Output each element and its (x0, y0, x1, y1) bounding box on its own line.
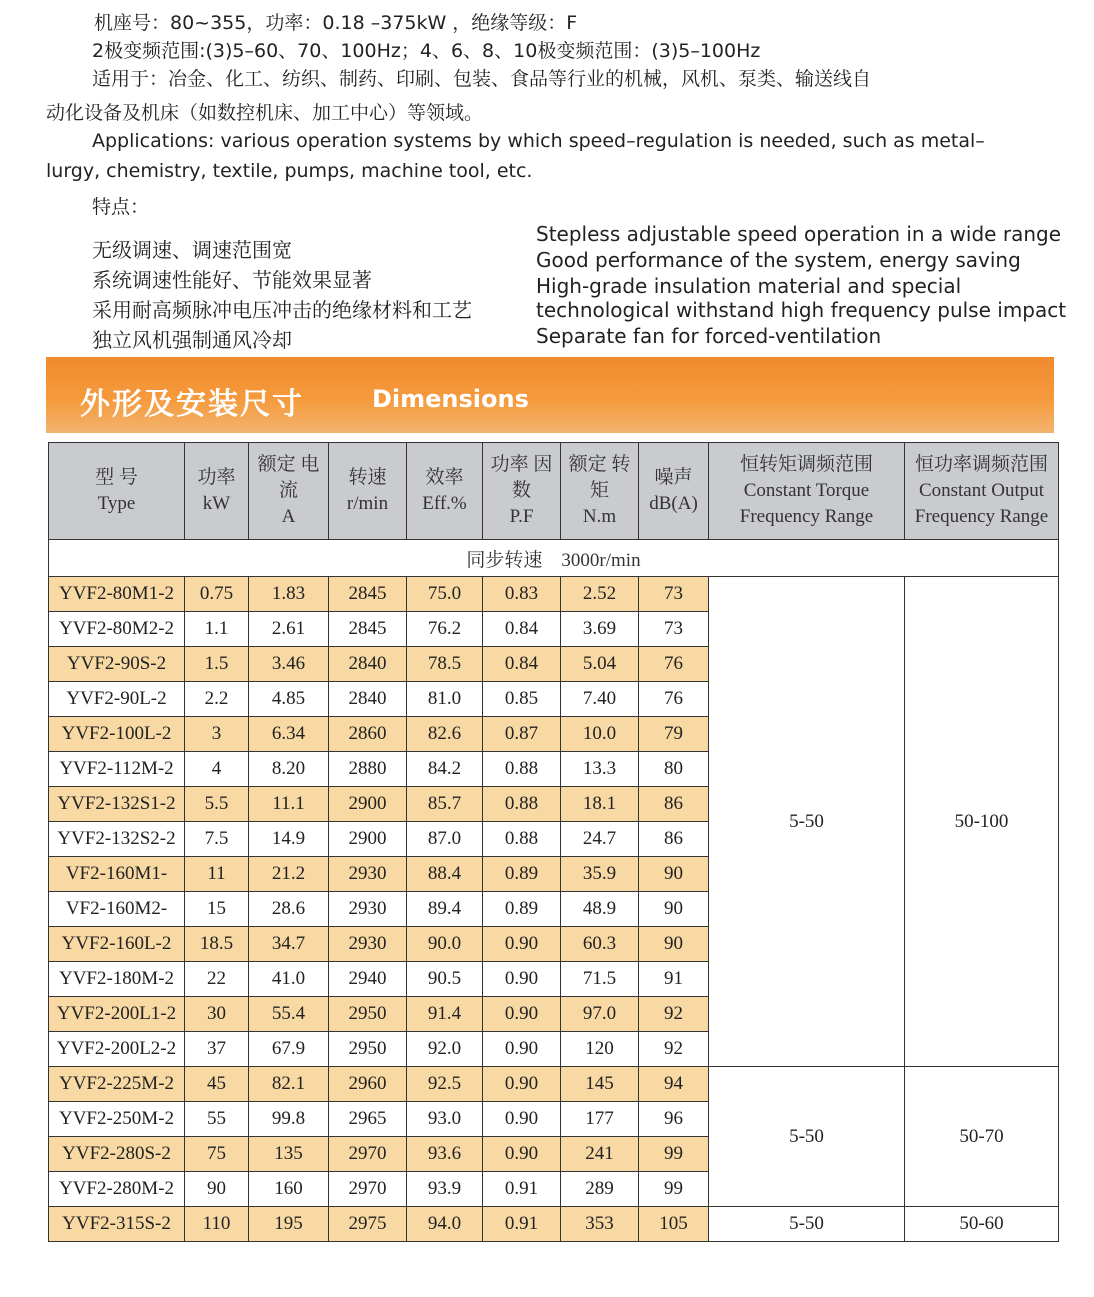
cell-noise: 99 (639, 1172, 709, 1207)
cell-power: 0.75 (185, 577, 249, 612)
constant-torque-range-cell: 5-50 (709, 1067, 905, 1207)
cell-speed: 2970 (329, 1137, 407, 1172)
cell-noise: 92 (639, 1032, 709, 1067)
cell-noise: 79 (639, 717, 709, 752)
cell-current: 67.9 (249, 1032, 329, 1067)
cell-current: 34.7 (249, 927, 329, 962)
header-torque: 额定 转矩 N.m (561, 443, 639, 540)
feature-cn-4: 独立风机强制通风冷却 (92, 328, 292, 352)
cell-efficiency: 88.4 (407, 857, 483, 892)
cell-torque: 5.04 (561, 647, 639, 682)
feature-en-5: Separate fan for forced-ventilation (536, 324, 882, 348)
header-noise: 噪声 dB(A) (639, 443, 709, 540)
constant-output-range-cell: 50-70 (905, 1067, 1059, 1207)
applications-en-line-1: Applications: various operation systems by which speed–regulation is needed, such as metal– (92, 130, 985, 152)
cell-speed: 2950 (329, 1032, 407, 1067)
cell-type: YVF2-112M-2 (49, 752, 185, 787)
spec-table (48, 442, 1059, 1242)
cell-noise: 105 (639, 1207, 709, 1242)
cell-type: YVF2-180M-2 (49, 962, 185, 997)
table-row (49, 1067, 1059, 1102)
cell-torque: 18.1 (561, 787, 639, 822)
cell-power-factor: 0.91 (483, 1172, 561, 1207)
cell-power: 15 (185, 892, 249, 927)
cell-torque: 48.9 (561, 892, 639, 927)
cell-power: 110 (185, 1207, 249, 1242)
header-type: 型 号 Type (49, 443, 185, 540)
cell-efficiency: 94.0 (407, 1207, 483, 1242)
cell-power: 18.5 (185, 927, 249, 962)
cell-noise: 90 (639, 927, 709, 962)
cell-current: 1.83 (249, 577, 329, 612)
cell-speed: 2970 (329, 1172, 407, 1207)
cell-type: YVF2-160L-2 (49, 927, 185, 962)
cell-power-factor: 0.90 (483, 1102, 561, 1137)
cell-speed: 2900 (329, 787, 407, 822)
frame-spec-line: 机座号：80~355，功率：0.18 –375kW ，绝缘等级：F (94, 12, 578, 34)
sync-speed-value: 3000r/min (561, 549, 641, 571)
applications-en-line-2: lurgy, chemistry, textile, pumps, machine tool, etc. (46, 160, 533, 182)
applications-cn-line-1: 适用于：冶金、化工、纺织、制药、印刷、包装、食品等行业的机械，风机、泵类、输送线自 (92, 68, 872, 90)
cell-current: 14.9 (249, 822, 329, 857)
cell-torque: 60.3 (561, 927, 639, 962)
cell-type: YVF2-80M2-2 (49, 612, 185, 647)
cell-efficiency: 93.0 (407, 1102, 483, 1137)
cell-power: 37 (185, 1032, 249, 1067)
header-power: 功率 kW (185, 443, 249, 540)
cell-speed: 2840 (329, 682, 407, 717)
feature-en-4: technological withstand high frequency pulse impact (536, 298, 1067, 322)
cell-torque: 120 (561, 1032, 639, 1067)
cell-efficiency: 84.2 (407, 752, 483, 787)
table-row (49, 577, 1059, 612)
cell-power: 55 (185, 1102, 249, 1137)
cell-current: 2.61 (249, 612, 329, 647)
cell-power-factor: 0.90 (483, 927, 561, 962)
cell-speed: 2845 (329, 612, 407, 647)
cell-torque: 71.5 (561, 962, 639, 997)
cell-noise: 92 (639, 997, 709, 1032)
cell-power-factor: 0.89 (483, 857, 561, 892)
cell-torque: 3.69 (561, 612, 639, 647)
header-current: 额定 电流 A (249, 443, 329, 540)
cell-efficiency: 75.0 (407, 577, 483, 612)
cell-power: 1.1 (185, 612, 249, 647)
cell-speed: 2965 (329, 1102, 407, 1137)
header-power-factor: 功率 因数 P.F (483, 443, 561, 540)
cell-power: 2.2 (185, 682, 249, 717)
cell-efficiency: 89.4 (407, 892, 483, 927)
header-constant-torque-range: 恒转矩调频范围 Constant Torque Frequency Range (709, 443, 905, 540)
cell-torque: 10.0 (561, 717, 639, 752)
cell-torque: 145 (561, 1067, 639, 1102)
cell-type: YVF2-315S-2 (49, 1207, 185, 1242)
cell-type: YVF2-200L2-2 (49, 1032, 185, 1067)
cell-efficiency: 91.4 (407, 997, 483, 1032)
cell-type: YVF2-90L-2 (49, 682, 185, 717)
cell-power: 90 (185, 1172, 249, 1207)
table-header-row (49, 443, 1059, 540)
sync-speed-cell (49, 540, 1059, 577)
cell-torque: 97.0 (561, 997, 639, 1032)
cell-efficiency: 82.6 (407, 717, 483, 752)
cell-current: 6.34 (249, 717, 329, 752)
feature-cn-3: 采用耐高频脉冲电压冲击的绝缘材料和工艺 (92, 298, 472, 322)
header-speed: 转速 r/min (329, 443, 407, 540)
cell-speed: 2880 (329, 752, 407, 787)
cell-type: YVF2-132S2-2 (49, 822, 185, 857)
cell-speed: 2960 (329, 1067, 407, 1102)
cell-speed: 2840 (329, 647, 407, 682)
cell-power-factor: 0.90 (483, 997, 561, 1032)
cell-power-factor: 0.90 (483, 1067, 561, 1102)
cell-efficiency: 93.9 (407, 1172, 483, 1207)
cell-type: VF2-160M2- (49, 892, 185, 927)
cell-power-factor: 0.88 (483, 752, 561, 787)
cell-power: 3 (185, 717, 249, 752)
cell-efficiency: 92.5 (407, 1067, 483, 1102)
applications-cn-line-2: 动化设备及机床（如数控机床、加工中心）等领域。 (46, 102, 484, 124)
cell-power: 7.5 (185, 822, 249, 857)
cell-efficiency: 90.0 (407, 927, 483, 962)
sync-speed-row (49, 540, 1059, 577)
cell-type: YVF2-250M-2 (49, 1102, 185, 1137)
cell-power: 75 (185, 1137, 249, 1172)
cell-torque: 241 (561, 1137, 639, 1172)
cell-type: YVF2-100L-2 (49, 717, 185, 752)
cell-power: 11 (185, 857, 249, 892)
feature-en-1: Stepless adjustable speed operation in a wide range (536, 222, 1061, 246)
banner-title-cn: 外形及安装尺寸 (80, 387, 304, 422)
constant-output-range-cell: 50-60 (905, 1207, 1059, 1242)
cell-noise: 86 (639, 822, 709, 857)
cell-power-factor: 0.84 (483, 612, 561, 647)
cell-efficiency: 93.6 (407, 1137, 483, 1172)
cell-power-factor: 0.88 (483, 787, 561, 822)
sync-speed-label: 同步转速 (466, 549, 543, 571)
cell-noise: 91 (639, 962, 709, 997)
cell-noise: 73 (639, 577, 709, 612)
cell-noise: 76 (639, 647, 709, 682)
cell-power: 30 (185, 997, 249, 1032)
cell-current: 82.1 (249, 1067, 329, 1102)
cell-noise: 76 (639, 682, 709, 717)
spec-table-container (48, 442, 1058, 1242)
cell-efficiency: 85.7 (407, 787, 483, 822)
cell-torque: 7.40 (561, 682, 639, 717)
cell-power: 4 (185, 752, 249, 787)
cell-speed: 2975 (329, 1207, 407, 1242)
cell-speed: 2860 (329, 717, 407, 752)
cell-type: YVF2-80M1-2 (49, 577, 185, 612)
feature-cn-2: 系统调速性能好、节能效果显著 (92, 268, 372, 292)
cell-power: 45 (185, 1067, 249, 1102)
cell-noise: 86 (639, 787, 709, 822)
cell-power: 5.5 (185, 787, 249, 822)
cell-noise: 96 (639, 1102, 709, 1137)
cell-torque: 13.3 (561, 752, 639, 787)
constant-torque-range-cell: 5-50 (709, 577, 905, 1067)
cell-speed: 2930 (329, 857, 407, 892)
cell-power: 22 (185, 962, 249, 997)
cell-noise: 90 (639, 857, 709, 892)
cell-current: 4.85 (249, 682, 329, 717)
cell-power-factor: 0.88 (483, 822, 561, 857)
cell-speed: 2950 (329, 997, 407, 1032)
feature-en-2: Good performance of the system, energy saving (536, 248, 1021, 272)
cell-type: YVF2-225M-2 (49, 1067, 185, 1102)
cell-current: 3.46 (249, 647, 329, 682)
cell-type: YVF2-132S1-2 (49, 787, 185, 822)
header-efficiency: 效率 Eff.% (407, 443, 483, 540)
dimensions-banner (46, 357, 1054, 433)
cell-type: YVF2-280M-2 (49, 1172, 185, 1207)
header-constant-output-range: 恒功率调频范围 Constant Output Frequency Range (905, 443, 1059, 540)
cell-power-factor: 0.84 (483, 647, 561, 682)
cell-current: 160 (249, 1172, 329, 1207)
cell-type: YVF2-90S-2 (49, 647, 185, 682)
cell-speed: 2930 (329, 892, 407, 927)
cell-power-factor: 0.90 (483, 962, 561, 997)
cell-power-factor: 0.90 (483, 1032, 561, 1067)
cell-torque: 353 (561, 1207, 639, 1242)
constant-torque-range-cell: 5-50 (709, 1207, 905, 1242)
cell-type: YVF2-280S-2 (49, 1137, 185, 1172)
feature-en-3: High-grade insulation material and special (536, 274, 962, 298)
cell-speed: 2930 (329, 927, 407, 962)
constant-output-range-cell: 50-100 (905, 577, 1059, 1067)
cell-torque: 289 (561, 1172, 639, 1207)
cell-current: 11.1 (249, 787, 329, 822)
cell-torque: 177 (561, 1102, 639, 1137)
cell-torque: 2.52 (561, 577, 639, 612)
cell-type: VF2-160M1- (49, 857, 185, 892)
cell-speed: 2900 (329, 822, 407, 857)
cell-current: 8.20 (249, 752, 329, 787)
cell-noise: 99 (639, 1137, 709, 1172)
cell-current: 99.8 (249, 1102, 329, 1137)
cell-power: 1.5 (185, 647, 249, 682)
cell-efficiency: 90.5 (407, 962, 483, 997)
frequency-range-line: 2极变频范围:(3)5–60、70、100Hz；4、6、8、10极变频范围：(3)5–100Hz (92, 40, 761, 62)
features-title: 特点： (92, 196, 150, 218)
cell-power-factor: 0.90 (483, 1137, 561, 1172)
table-row (49, 1207, 1059, 1242)
cell-power-factor: 0.87 (483, 717, 561, 752)
feature-cn-1: 无级调速、调速范围宽 (92, 238, 292, 262)
cell-torque: 35.9 (561, 857, 639, 892)
cell-noise: 73 (639, 612, 709, 647)
cell-noise: 80 (639, 752, 709, 787)
cell-efficiency: 87.0 (407, 822, 483, 857)
cell-speed: 2940 (329, 962, 407, 997)
cell-efficiency: 78.5 (407, 647, 483, 682)
cell-current: 55.4 (249, 997, 329, 1032)
cell-efficiency: 76.2 (407, 612, 483, 647)
cell-speed: 2845 (329, 577, 407, 612)
cell-type: YVF2-200L1-2 (49, 997, 185, 1032)
cell-current: 195 (249, 1207, 329, 1242)
cell-current: 21.2 (249, 857, 329, 892)
cell-noise: 94 (639, 1067, 709, 1102)
cell-power-factor: 0.89 (483, 892, 561, 927)
cell-power-factor: 0.91 (483, 1207, 561, 1242)
banner-title-en: Dimensions (372, 385, 529, 413)
cell-noise: 90 (639, 892, 709, 927)
cell-current: 28.6 (249, 892, 329, 927)
cell-current: 135 (249, 1137, 329, 1172)
cell-current: 41.0 (249, 962, 329, 997)
cell-efficiency: 92.0 (407, 1032, 483, 1067)
cell-torque: 24.7 (561, 822, 639, 857)
cell-power-factor: 0.85 (483, 682, 561, 717)
cell-power-factor: 0.83 (483, 577, 561, 612)
cell-efficiency: 81.0 (407, 682, 483, 717)
